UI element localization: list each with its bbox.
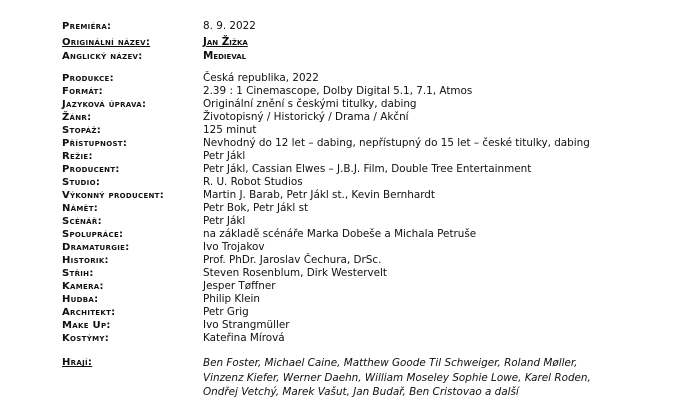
row-dramaturgy [0,241,700,254]
label-executive-producer: Výkonný producent: [62,190,165,201]
row-editing [0,267,700,280]
value-story: Petr Bok, Petr Jákl st [203,202,309,214]
row-historian [0,254,700,267]
row-architect [0,306,700,319]
row-screenplay [0,215,700,228]
row-story [0,202,700,215]
cast-line: Ben Foster, Michael Caine, Matthew Goode Til Schweiger, Roland Møller, [203,357,578,369]
value-language: Originální znění s českými titulky, dabing [203,98,417,110]
label-language: Jazyková úprava: [62,99,147,110]
row-music [0,293,700,306]
value-runtime: 125 minut [203,124,257,136]
row-executive-producer [0,189,700,202]
row-costumes [0,332,700,345]
label-make-up: Make Up: [62,320,111,331]
value-editing: Steven Rosenblum, Dirk Westervelt [203,267,387,279]
label-runtime: Stopáž: [62,125,102,136]
row-language [0,98,700,111]
label-editing: Střih: [62,268,94,279]
value-historian: Prof. PhDr. Jaroslav Čechura, DrSc. [203,254,382,266]
value-costumes: Kateřina Mírová [203,332,285,344]
row-camera [0,280,700,293]
row-english-title [0,50,700,63]
label-director: Režie: [62,151,93,162]
label-architect: Architekt: [62,307,116,318]
row-original-title [0,36,700,49]
label-production: Produkce: [62,73,114,84]
value-genre: Životopisný / Historický / Drama / Akční [203,111,409,123]
label-music: Hudba: [62,294,99,305]
row-rating [0,137,700,150]
value-executive-producer: Martin J. Barab, Petr Jákl st., Kevin Bernhardt [203,189,435,201]
label-screenplay: Scénář: [62,216,102,227]
label-costumes: Kostýmy: [62,333,110,344]
label-english-title: Anglický název: [62,51,143,62]
label-collaboration: Spolupráce: [62,229,124,240]
value-rating: Nevhodný do 12 let – dabing, nepřístupný do 15 let – české titulky, dabing [203,137,590,149]
label-story: Námět: [62,203,99,214]
value-premiere: 8. 9. 2022 [203,20,256,32]
value-producer: Petr Jákl, Cassian Elwes – J.B.J. Film, Double Tree Entertainment [203,163,532,175]
value-screenplay: Petr Jákl [203,215,246,227]
row-producer [0,163,700,176]
row-runtime [0,124,700,137]
value-collaboration: na základě scénáře Marka Dobeše a Michala Petruše [203,228,477,240]
value-architect: Petr Grig [203,306,249,318]
label-format: Formát: [62,86,103,97]
row-premiere [0,20,700,33]
label-historian: Historik: [62,255,109,266]
value-english-title: Medieval [203,50,247,62]
value-camera: Jesper Tøffner [203,280,276,292]
label-cast: Hrají: [62,357,93,368]
label-genre: Žánr: [62,112,92,123]
value-dramaturgy: Ivo Trojakov [203,241,265,253]
row-make-up [0,319,700,332]
label-studio: Studio: [62,177,101,188]
label-producer: Producent: [62,164,120,175]
value-production: Česká republika, 2022 [203,72,319,84]
value-make-up: Ivo Strangmüller [203,319,290,331]
value-format: 2.39 : 1 Cinemascope, Dolby Digital 5.1, 7.1, Atmos [203,85,473,97]
cast-list [203,356,623,400]
row-director [0,150,700,163]
label-premiere: Premiéra: [62,21,112,32]
value-music: Philip Klein [203,293,260,305]
value-studio: R. U. Robot Studios [203,176,303,188]
row-collaboration [0,228,700,241]
cast-line: Vinzenz Kiefer, Werner Daehn, William Moseley Sophie Lowe, Karel Roden, [203,371,591,384]
row-production [0,72,700,85]
cast-line: Ondřej Vetchý, Marek Vašut, Jan Budař, Ben Cristovao a další [203,386,519,398]
label-rating: Přístupnost: [62,138,128,149]
value-original-title: Jan Žižka [203,36,248,48]
label-dramaturgy: Dramaturgie: [62,242,130,253]
label-original-title: Originální název: [62,37,151,48]
value-director: Petr Jákl [203,150,246,162]
row-genre [0,111,700,124]
row-format [0,85,700,98]
row-studio [0,176,700,189]
label-camera: Kamera: [62,281,104,292]
